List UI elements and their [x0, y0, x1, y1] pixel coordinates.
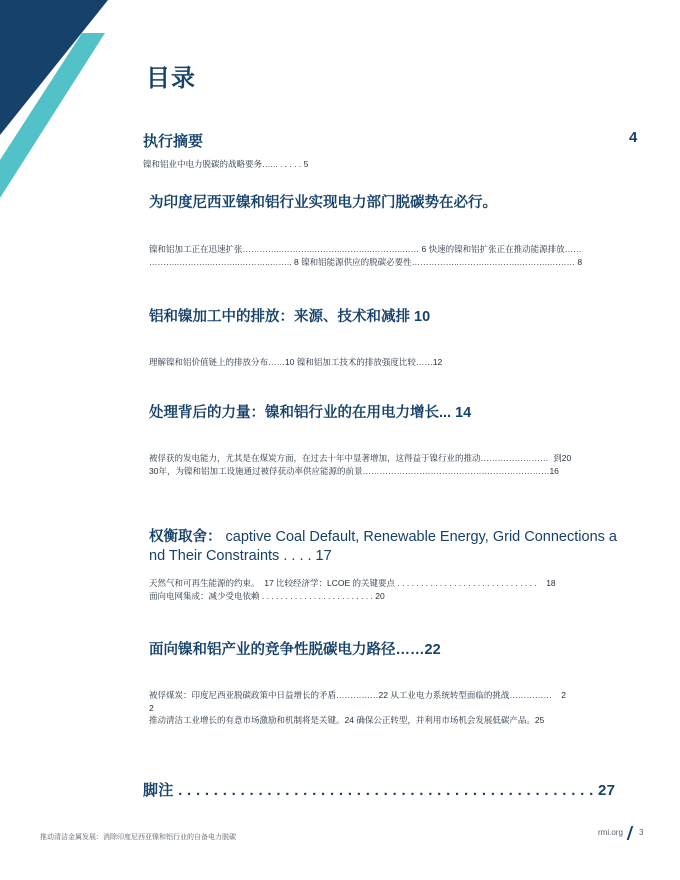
toc-section-4-title[interactable] [149, 528, 645, 566]
toc-section-3-title[interactable]: 处理背后的力量：镍和铝行业的在用电力增长... 14 [149, 405, 472, 421]
toc-section-2-subentries[interactable]: 理解镍和铝价值链上的排放分布……10 镍和铝加工技术的排放强度比较……12 [149, 357, 443, 367]
navy-stripe [0, 0, 108, 135]
toc-section-4-title-en: captive Coal Default, Renewable Energy, Grid Connections a nd Their Constraints . . . . 17 [149, 529, 617, 564]
toc-section-3-subentries[interactable]: 被俘获的发电能力，尤其是在煤炭方面，在过去十年中显著增加，这得益于镍行业的推动…………………… 到20 30年，为镍和铝加工设施通过被俘获动率供应能源的前景…………………………………………………………16 [149, 453, 572, 476]
toc-section-5-title[interactable]: 面向镍和铝产业的竞争性脱碳电力路径……22 [149, 642, 441, 658]
toc-section-1-title[interactable]: 为印度尼西亚镍和铝行业实现电力部门脱碳势在必行。 [149, 195, 497, 211]
toc-section-4-title-cn: 权衡取舍： [149, 529, 222, 545]
footer-page-number: 3 [639, 828, 644, 837]
footer-site[interactable]: rmi.org [598, 828, 623, 837]
corner-decoration [0, 0, 140, 230]
toc-page-executive-summary: 4 [629, 129, 638, 146]
toc-section-2-title[interactable]: 铝和镍加工中的排放：来源、技术和减排 10 [149, 309, 431, 325]
toc-section-5-subentries[interactable]: 被俘煤炭：印度尼西亚脱碳政策中日益增长的矛盾……………22 从工业电力系统转型面临的挑战…………… 2 2 推动清洁工业增长的有意市场激励和机制将是关键。24 确保公正转型，并利用市场机会发展低碳产品。25 [149, 690, 566, 725]
footer-report-title: 推动清洁金属发展：消除印度尼西亚镍和铝行业的自备电力脱碳 [40, 834, 236, 841]
toc-subentry-strategic-imperative[interactable]: 镍和铝业中电力脱碳的战略要务…... . . . . . 5 [143, 159, 309, 169]
footer-divider [627, 826, 633, 840]
toc-entry-executive-summary[interactable]: 执行摘要 [143, 133, 204, 150]
toc-section-1-subentries[interactable]: 镍和铝加工正在迅速扩张…………..………..………..………..………..…… 6 快速的镍和铝扩张正在推动能源排放…… ………..………..………..………..…….. 8 镍和铝能源供应的脱碳必要性……………..………..………..………..……… 8 [149, 244, 583, 267]
page-title: 目录 [146, 65, 196, 92]
toc-entry-footnotes[interactable]: 脚注 . . . . . . . . . . . . . . . . . . . . . . . . . . . . . . . . . . . . . . . . . . . . . . . 27 [143, 782, 616, 799]
toc-section-4-subentries[interactable]: 天然气和可再生能源的约束。 17 比较经济学：LCOE 的关键要点 . . . . . . . . . . . . . . . . . . . . . . . . . . . . . . 18 面向电网集成：减少受电依赖 . . . . . . . . . . . . . . . . . . . . . . . . 20 [149, 578, 556, 601]
